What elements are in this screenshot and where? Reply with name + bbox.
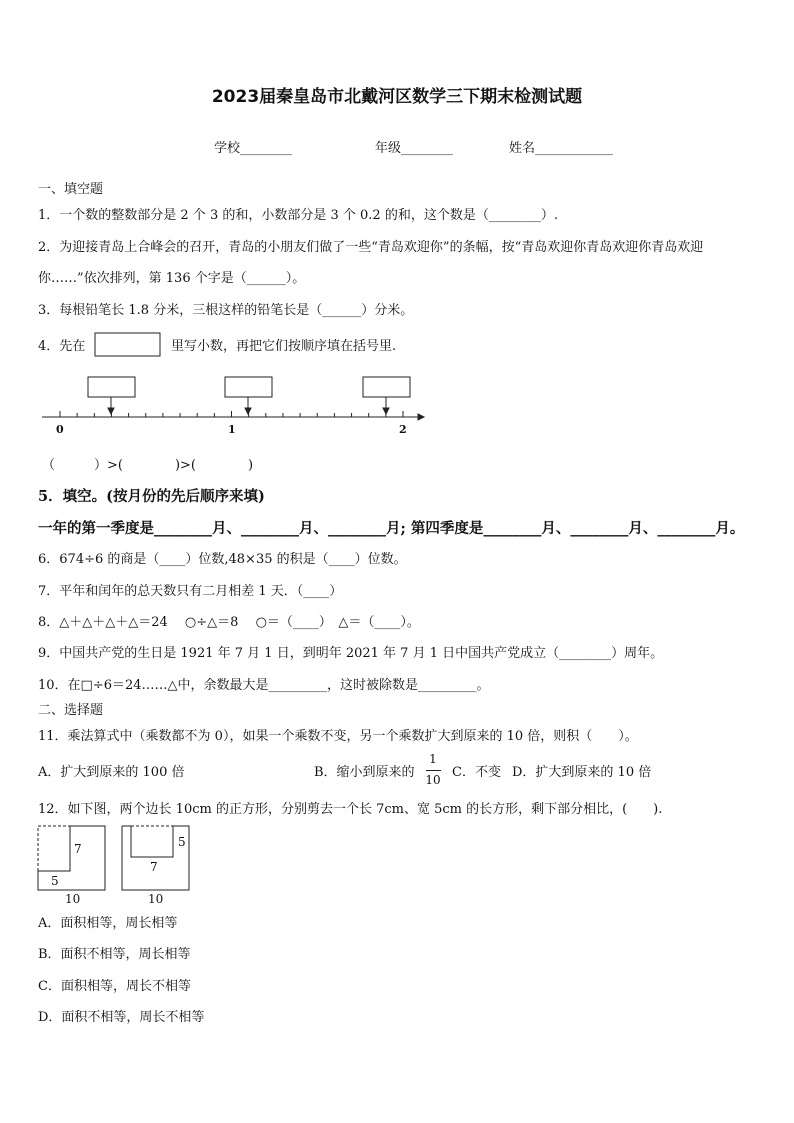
axis-label-0: 0 bbox=[56, 423, 64, 436]
grade-field: 年级________ bbox=[375, 141, 454, 156]
fraction-denominator: 10 bbox=[425, 773, 441, 787]
question-8: 8．△＋△＋△＋△＝24 ○÷△＝8 ○＝（____） △＝（____）。 bbox=[38, 615, 420, 630]
question-12-option-a: A．面积相等，周长相等 bbox=[38, 916, 178, 931]
question-4-order: （ ）>( )>( ) bbox=[42, 458, 254, 473]
question-12: 12．如下图，两个边长 10cm 的正方形，分别剪去一个长 7cm、宽 5cm 的长方形，剩下部分相比，( ). bbox=[38, 802, 663, 817]
square-figure-1 bbox=[38, 826, 105, 890]
fraction-numerator: 1 bbox=[429, 752, 437, 766]
question-12-option-b: B．面积不相等，周长相等 bbox=[38, 947, 191, 962]
page-title: 2023届秦皇岛市北戴河区数学三下期末检测试题 bbox=[211, 87, 583, 107]
axis-label-2: 2 bbox=[399, 423, 407, 436]
question-1: 1．一个数的整数部分是 2 个 3 的和，小数部分是 3 个 0.2 的和，这个数是（________）. bbox=[38, 208, 558, 223]
question-10: 10．在□÷6＝24……△中，余数最大是_________，这时被除数是_________。 bbox=[38, 678, 490, 693]
number-line bbox=[42, 414, 424, 420]
question-12-option-c: C．面积相等，周长不相等 bbox=[38, 979, 191, 994]
question-12-option-d: D．面积不相等，周长不相等 bbox=[38, 1010, 205, 1025]
question-7: 7．平年和闰年的总天数只有二月相差 1 天．（____） bbox=[38, 584, 343, 599]
school-field: 学校________ bbox=[214, 141, 293, 156]
question-11: 11．乘法算式中（乘数都不为 0），如果一个乘数不变，另一个乘数扩大到原来的 10 倍，则积（ ）。 bbox=[38, 729, 638, 744]
question-2-line1: 2．为迎接青岛上合峰会的召开，青岛的小朋友们做了一些“青岛欢迎你”的条幅，按“青岛欢迎你青岛欢迎你青岛欢迎 bbox=[38, 240, 704, 255]
question-6: 6．674÷6 的商是（____）位数,48×35 的积是（____）位数。 bbox=[38, 552, 407, 567]
question-5-line2: 一年的第一季度是________月、________月、________月; 第四季度是________月、________月、________月。 bbox=[38, 520, 745, 537]
name-field: 姓名____________ bbox=[509, 141, 614, 156]
question-11-option-b: B．缩小到原来的 bbox=[314, 765, 415, 780]
fig1-side-label: 7 bbox=[74, 842, 82, 856]
question-11-option-c: C．不变 bbox=[452, 765, 501, 780]
question-5-line1: 5．填空。(按月份的先后顺序来填) bbox=[38, 488, 265, 505]
question-11-option-a: A．扩大到原来的 100 倍 bbox=[38, 765, 185, 780]
section-fill-blank: 一、填空题 bbox=[38, 182, 104, 197]
fig2-side-label: 5 bbox=[178, 835, 186, 849]
question-11-option-d: D．扩大到原来的 10 倍 bbox=[512, 765, 652, 780]
number-line-boxes bbox=[88, 377, 410, 397]
fig1-inner-label: 5 bbox=[51, 874, 59, 888]
question-4-prefix: 4．先在 bbox=[38, 339, 86, 354]
fraction-bar bbox=[426, 770, 441, 771]
section-choice: 二、选择题 bbox=[38, 703, 104, 718]
question-2-line2: 你……”依次排列，第 136 个字是（______）。 bbox=[38, 271, 306, 286]
fig2-base-label: 10 bbox=[148, 892, 164, 906]
axis-label-1: 1 bbox=[228, 423, 236, 436]
question-9: 9．中国共产党的生日是 1921 年 7 月 1 日，到明年 2021 年 7 月 1 日中国共产党成立（________）周年。 bbox=[38, 646, 664, 661]
question-3: 3．每根铅笔长 1.8 分米，三根这样的铅笔长是（______）分米。 bbox=[38, 303, 414, 318]
fig1-base-label: 10 bbox=[65, 892, 81, 906]
question-4-suffix: 里写小数，再把它们按顺序填在括号里. bbox=[171, 339, 397, 354]
fig2-inner-label: 7 bbox=[150, 860, 158, 874]
number-line-arrows bbox=[108, 397, 389, 414]
